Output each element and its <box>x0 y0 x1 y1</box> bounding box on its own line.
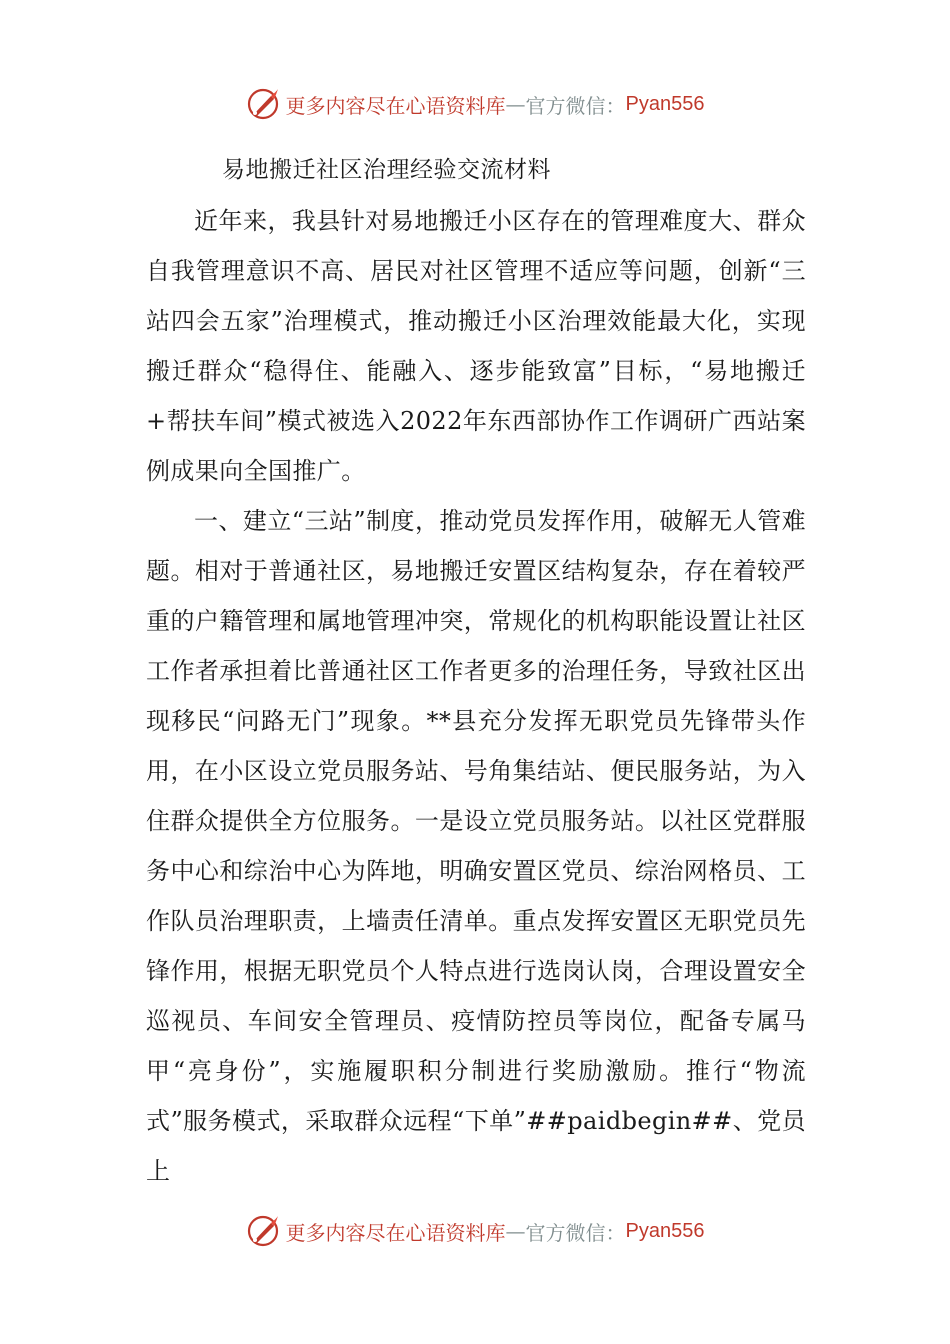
banner-slogan: 更多内容尽在心语资料库 <box>285 93 506 118</box>
banner-wechat-label: 官方微信： <box>525 93 626 118</box>
document-body <box>146 196 806 1196</box>
quill-pen-logo-icon <box>246 87 280 121</box>
banner-slogan: 更多内容尽在心语资料库 <box>285 1220 506 1245</box>
banner-wechat-id: Pyan556 <box>625 92 705 115</box>
banner-wechat-label: 官方微信： <box>525 1220 626 1245</box>
section-one-paragraph: 一、建立“三站”制度，推动党员发挥作用，破解无人管难题。相对于普通社区，易地搬迁安置区结构复杂，存在着较严重的户籍管理和属地管理冲突，常规化的机构职能设置让社区工作者承担着比普通社区工作者更多的治理任务，导致社区出现移民“问路无门”现象。**县充分发挥无职党员先锋带头作用，在小区设立党员服务站、号角集结站、便民服务站，为入住群众提供全方位服务。一是设立党员服务站。以社区党群服务中心和综治中心为阵地，明确安置区党员、综治网格员、工作队员治理职责，上墙责任清单。重点发挥安置区无职党员先锋作用，根据无职党员个人特点进行选岗认岗，合理设置安全巡视员、车间安全管理员、疫情防控员等岗位，配备专属马甲“亮身份”，实施履职积分制进行奖励激励。推行“物流式”服务模式，采取群众远程“下单”##paidbegin##、党员上 <box>146 507 806 1185</box>
quill-pen-logo-icon <box>246 1214 280 1248</box>
intro-paragraph: 近年来，我县针对易地搬迁小区存在的管理难度大、群众自我管理意识不高、居民对社区管理不适应等问题，创新“三站四会五家”治理模式，推动搬迁小区治理效能最大化，实现搬迁群众“稳得住、能融入、逐步能致富”目标，“易地搬迁+帮扶车间”模式被选入2022年东西部协作工作调研广西站案例成果向全国推广。 <box>146 207 806 485</box>
banner-dash: — <box>505 1219 526 1243</box>
banner-wechat-id: Pyan556 <box>625 1219 705 1242</box>
header-banner <box>0 84 950 124</box>
document-title: 易地搬迁社区治理经验交流材料 <box>222 157 551 183</box>
banner-dash: — <box>505 92 526 116</box>
footer-banner <box>0 1211 950 1251</box>
